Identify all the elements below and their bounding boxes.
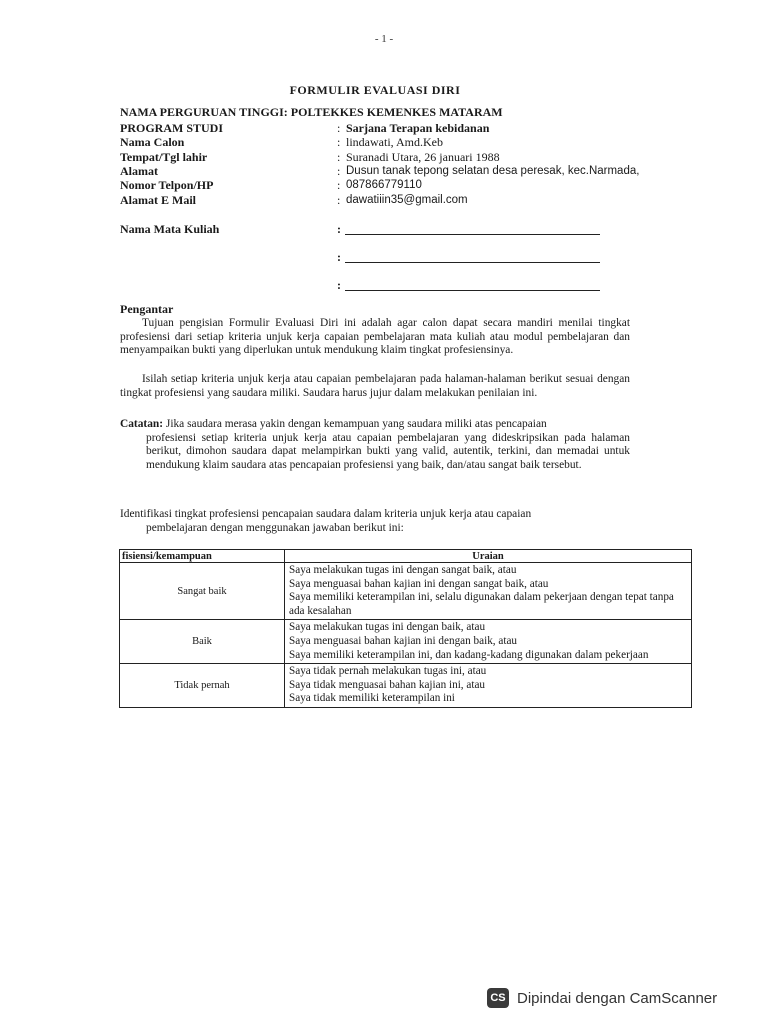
course-blank-line[interactable]	[345, 261, 600, 263]
note-first-line: Jika saudara merasa yakin dengan kemampuan yang saudara miliki atas pencapaian	[165, 418, 547, 430]
intro-paragraph-1-text: Tujuan pengisian Formulir Evaluasi Diri ini adalah agar calon dapat secara mandiri menilai tingkat profesiensi dari setiap kriteria unjuk kerja capaian pembelajaran mata kuliah atau modul pembelajaran dan menyampaikan bukti yang diperlukan untuk mendukung klaim tingkat profesiensinya.	[120, 317, 630, 357]
field-value: Sarjana Terapan kebidanan	[346, 121, 490, 135]
description-line: Saya memiliki keterampilan ini, dan kadang-kadang digunakan dalam pekerjaan	[289, 648, 649, 661]
field-value: 087866779110	[346, 179, 422, 191]
note-body: profesiensi setiap kriteria unjuk kerja atau capaian pembelajaran yang dideskripsikan pada halaman berikut, dimohon saudara dapat melampirkan bukti yang valid, autentik, terkini, dan memadai untuk mendukung klaim saudara atas pencapaian profesiensi yang baik, dan/atau sangat baik tersebut.	[146, 431, 630, 471]
description-line: Saya tidak menguasai bahan kajian ini, atau	[289, 678, 486, 691]
identify-first-line: Identifikasi tingkat profesiensi pencapaian saudara dalam kriteria unjuk kerja atau capaian	[120, 508, 532, 520]
level-cell: Baik	[120, 620, 285, 664]
proficiency-table	[119, 549, 692, 708]
field-label: Nomor Telpon/HP	[120, 178, 214, 192]
table-header-kemampuan: fisiensi/kemampuan	[120, 550, 285, 563]
table-header-uraian: Uraian	[285, 550, 692, 563]
field-label: Tempat/Tgl lahir	[120, 150, 208, 164]
form-title: FORMULIR EVALUASI DIRI	[289, 83, 461, 97]
intro-paragraph-1	[120, 317, 630, 358]
table-header-row	[120, 550, 692, 563]
camscanner-logo-icon: CS	[487, 988, 509, 1008]
institution-row	[120, 105, 503, 119]
field-value: Suranadi Utara, 26 januari 1988	[346, 150, 500, 164]
description-cell	[285, 563, 692, 620]
field-colon: :	[337, 164, 341, 178]
intro-heading: Pengantar	[120, 302, 174, 316]
description-line: Saya memiliki keterampilan ini, selalu digunakan dalam pekerjaan dengan tepat tanpa ada kesalahan	[289, 591, 674, 617]
field-colon: :	[337, 178, 341, 192]
description-line: Saya melakukan tugas ini dengan baik, atau	[289, 621, 486, 634]
course-colon: :	[337, 222, 341, 236]
camscanner-watermark	[473, 982, 765, 1014]
field-colon: :	[337, 121, 341, 135]
institution-value: POLTEKKES KEMENKES MATARAM	[290, 105, 503, 119]
description-line: Saya menguasai bahan kajian ini dengan baik, atau	[289, 634, 518, 647]
note-label: Catatan:	[120, 418, 164, 430]
page-number: - 1 -	[374, 33, 394, 45]
description-line: Saya melakukan tugas ini dengan sangat baik, atau	[289, 564, 517, 576]
identify-block	[120, 508, 630, 535]
camscanner-text: Dipindai dengan CamScanner	[517, 989, 718, 1007]
course-blank-line[interactable]	[345, 289, 600, 291]
field-value: Dusun tanak tepong selatan desa peresak, kec.Narmada,	[346, 165, 640, 177]
field-label: Nama Calon	[120, 135, 185, 149]
description-line: Saya menguasai bahan kajian ini dengan sangat baik, atau	[289, 577, 549, 590]
course-blank-line[interactable]	[345, 233, 600, 235]
level-cell: Tidak pernah	[120, 664, 285, 708]
course-label: Nama Mata Kuliah	[120, 222, 220, 236]
intro-paragraph-2-text: Isilah setiap kriteria unjuk kerja atau capaian pembelajaran pada halaman-halaman berikut sesuai dengan tingkat profesiensi yang saudara miliki. Saudara harus jujur dalam melakukan penilaian ini.	[120, 373, 630, 399]
course-colon: :	[337, 278, 341, 292]
intro-paragraph-2	[120, 373, 630, 400]
field-value: dawatiiin35@gmail.com	[346, 194, 468, 206]
table-row	[120, 563, 692, 620]
description-cell	[285, 664, 692, 708]
description-line: Saya tidak pernah melakukan tugas ini, atau	[289, 665, 487, 678]
field-colon: :	[337, 193, 341, 207]
table-row	[120, 620, 692, 664]
field-label: PROGRAM STUDI	[120, 121, 224, 135]
note-block	[120, 418, 630, 472]
description-cell	[285, 620, 692, 664]
description-line: Saya tidak memiliki keterampilan ini	[289, 692, 455, 705]
field-label: Alamat	[120, 164, 158, 178]
identify-rest: pembelajaran dengan menggunakan jawaban berikut ini:	[146, 521, 404, 534]
field-colon: :	[337, 135, 341, 149]
level-cell: Sangat baik	[120, 563, 285, 620]
field-label: Alamat E Mail	[120, 193, 196, 207]
institution-label: NAMA PERGURUAN TINGGI:	[120, 105, 288, 119]
course-colon: :	[337, 250, 341, 264]
table-row	[120, 664, 692, 708]
field-value: lindawati, Amd.Keb	[346, 135, 443, 149]
field-colon: :	[337, 150, 341, 164]
